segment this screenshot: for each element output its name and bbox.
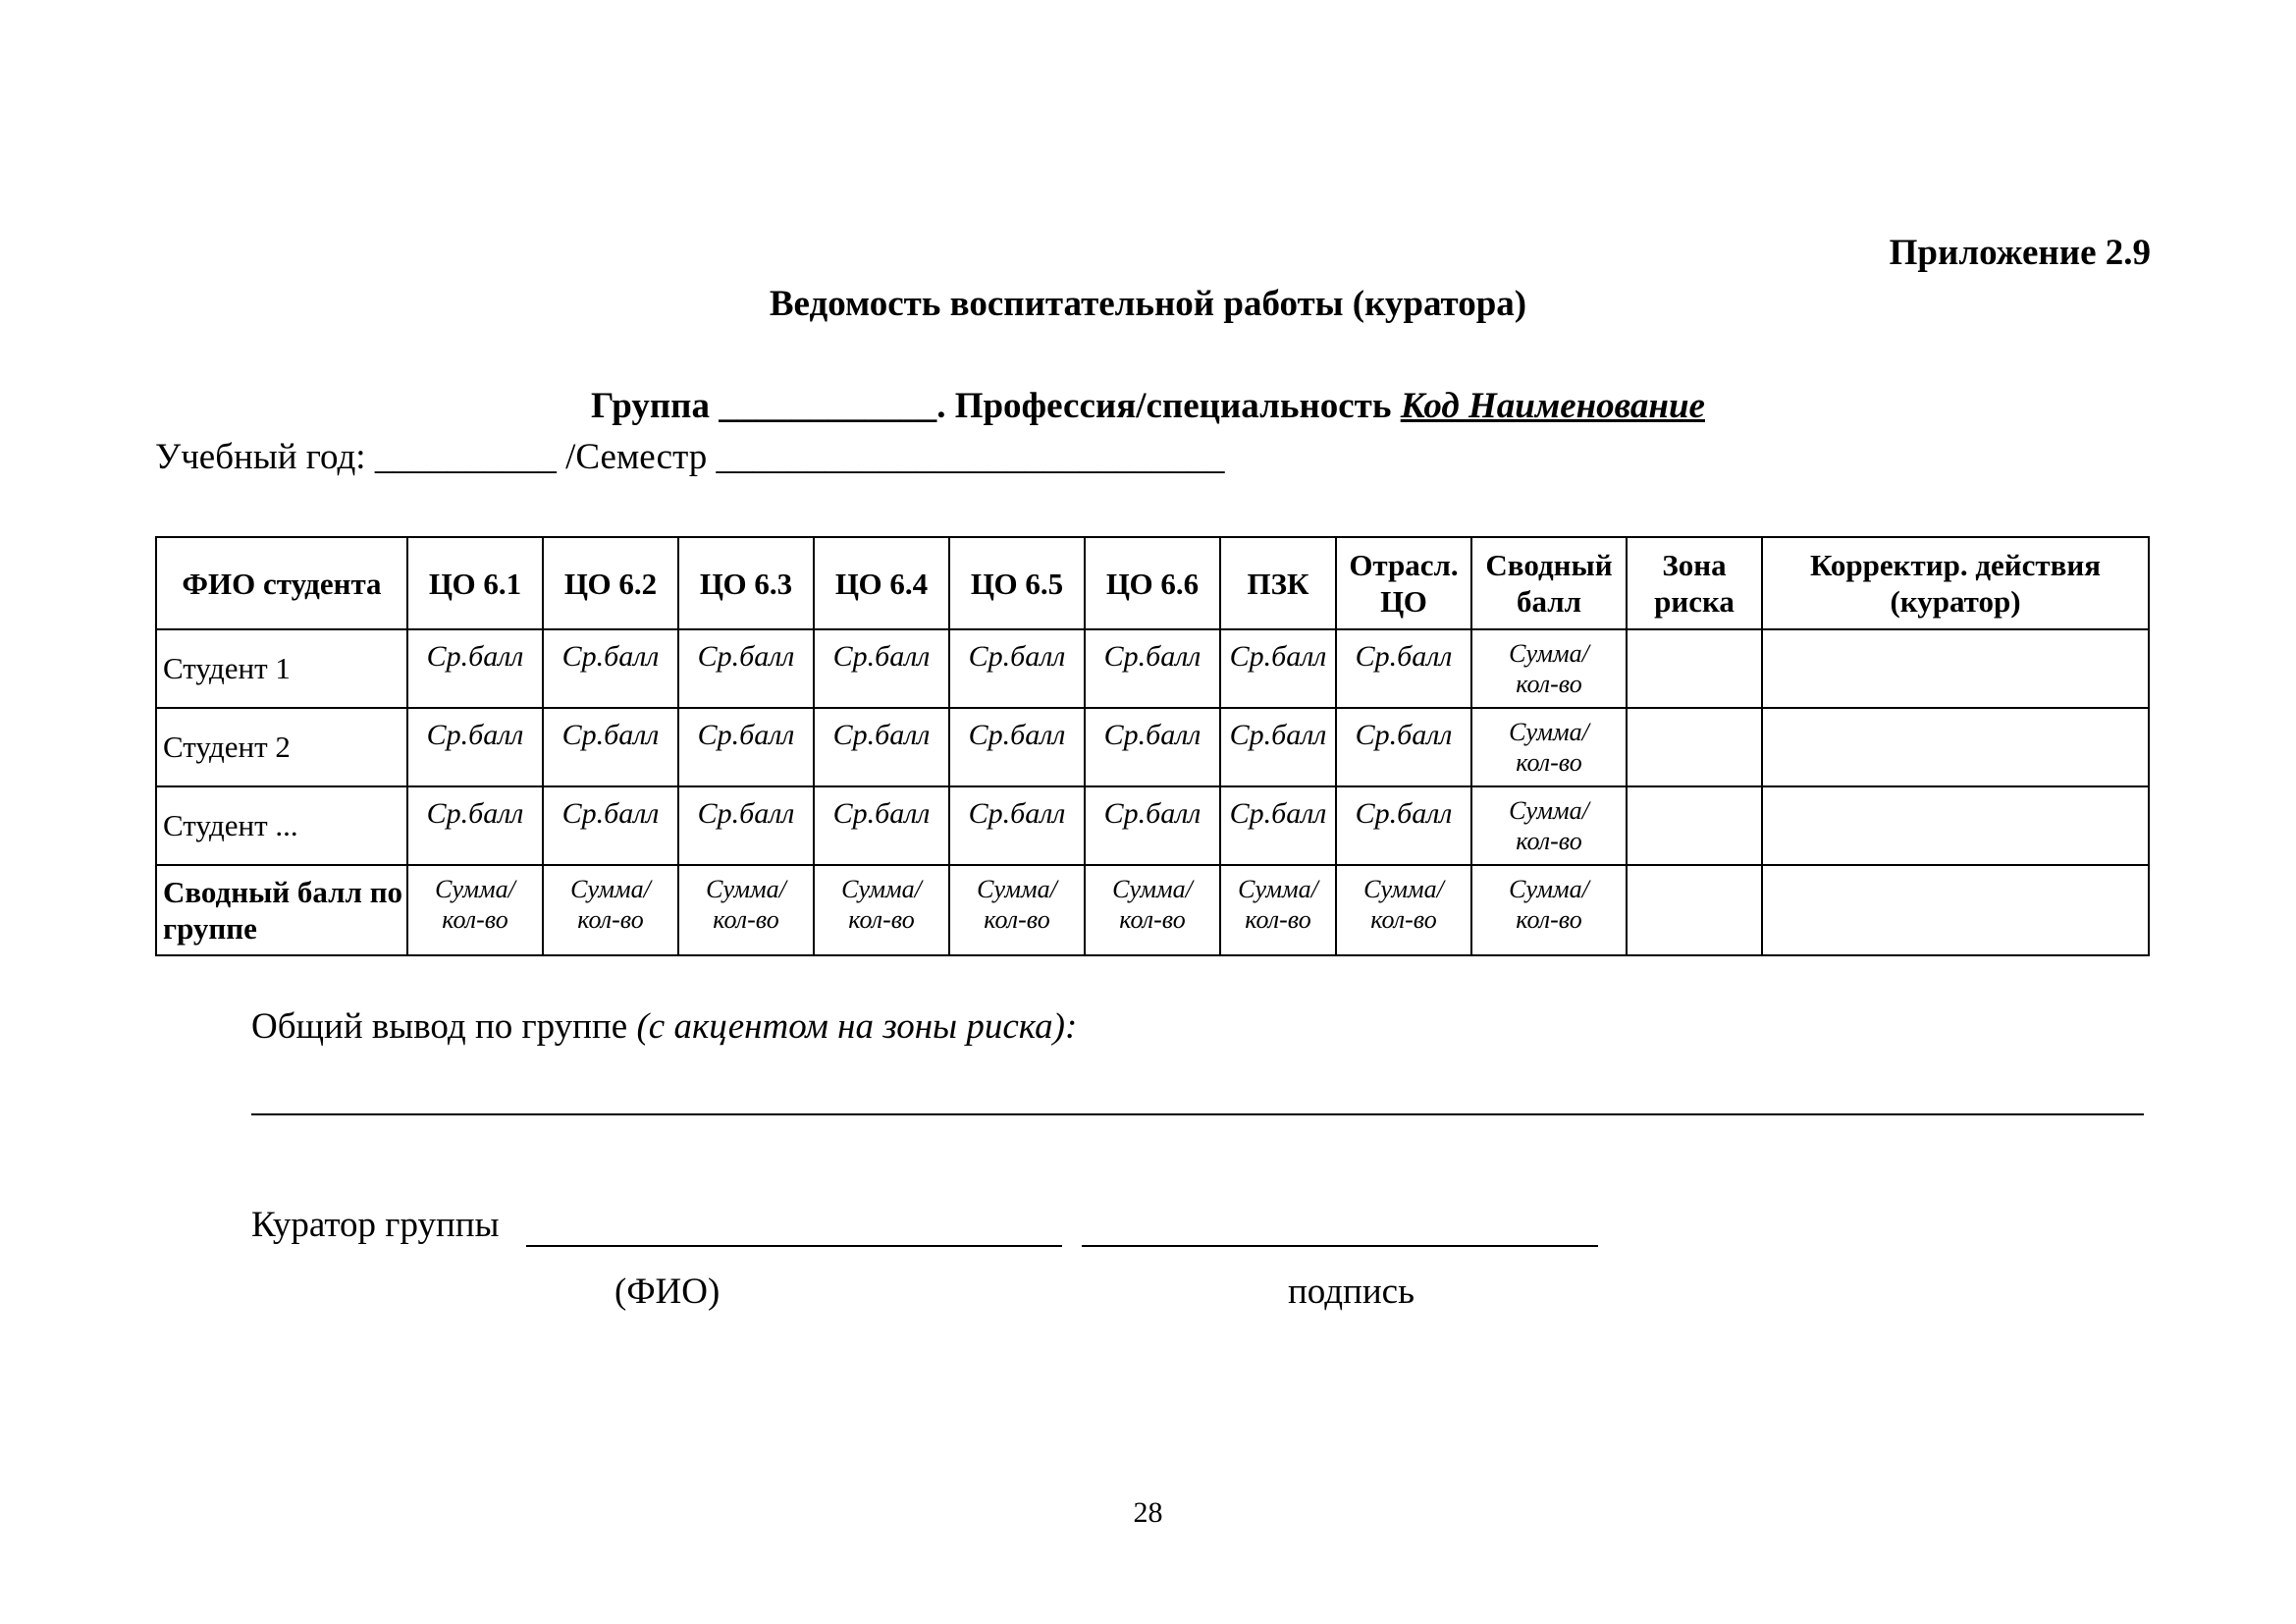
- score-cell[interactable]: Ср.балл: [678, 708, 814, 786]
- score-cell[interactable]: Ср.балл: [1085, 786, 1220, 865]
- column-header: Отрасл. ЦО: [1336, 537, 1471, 629]
- sum-numerator: Сумма/: [1112, 875, 1193, 903]
- column-header: ПЗК: [1220, 537, 1336, 629]
- score-cell[interactable]: Ср.балл: [1085, 629, 1220, 708]
- corrective-actions-cell[interactable]: [1762, 865, 2149, 955]
- specialty-label: Профессия/специальность: [954, 386, 1392, 426]
- score-cell[interactable]: Ср.балл: [1336, 708, 1471, 786]
- sum-denominator: кол-во: [1516, 748, 1582, 777]
- summary-sum-cell[interactable]: [1085, 865, 1220, 955]
- group-line: [0, 385, 2296, 427]
- summary-sum-cell[interactable]: [543, 865, 678, 955]
- sum-denominator: кол-во: [1516, 827, 1582, 855]
- score-cell[interactable]: Ср.балл: [543, 786, 678, 865]
- sum-numerator: Сумма/: [977, 875, 1057, 903]
- column-header: ФИО студента: [156, 537, 407, 629]
- score-cell[interactable]: Ср.балл: [1085, 708, 1220, 786]
- sum-numerator: Сумма/: [435, 875, 515, 903]
- sum-numerator: Сумма/: [1509, 718, 1589, 746]
- sum-numerator: Сумма/: [1509, 796, 1589, 825]
- semester-label: /Семестр: [565, 437, 708, 477]
- fio-caption: (ФИО): [614, 1272, 721, 1312]
- score-cell[interactable]: Ср.балл: [1336, 786, 1471, 865]
- year-blank[interactable]: __________: [374, 437, 557, 477]
- score-cell[interactable]: Ср.балл: [543, 708, 678, 786]
- column-header: Зона риска: [1627, 537, 1762, 629]
- corrective-actions-cell[interactable]: [1762, 629, 2149, 708]
- sum-denominator: кол-во: [577, 905, 644, 934]
- score-cell[interactable]: Ср.балл: [407, 629, 543, 708]
- sum-numerator: Сумма/: [1363, 875, 1444, 903]
- table-body: [156, 629, 2149, 955]
- sum-numerator: Сумма/: [1238, 875, 1318, 903]
- score-cell[interactable]: Ср.балл: [543, 629, 678, 708]
- sum-numerator: Сумма/: [841, 875, 922, 903]
- score-cell[interactable]: Ср.балл: [814, 786, 949, 865]
- score-cell[interactable]: Ср.балл: [678, 629, 814, 708]
- column-header: ЦО 6.6: [1085, 537, 1220, 629]
- curator-signature-line[interactable]: [1082, 1245, 1598, 1247]
- curator-report-table: [155, 536, 2150, 956]
- sum-denominator: кол-во: [442, 905, 508, 934]
- student-name-cell: Студент 2: [156, 708, 407, 786]
- group-conclusion: [251, 1005, 1077, 1048]
- table-row: [156, 708, 2149, 786]
- table-row: [156, 629, 2149, 708]
- sum-denominator: кол-во: [1516, 670, 1582, 698]
- score-cell[interactable]: Ср.балл: [814, 708, 949, 786]
- risk-zone-cell[interactable]: [1627, 865, 1762, 955]
- corrective-actions-cell[interactable]: [1762, 786, 2149, 865]
- column-header: Корректир. действия (куратор): [1762, 537, 2149, 629]
- sum-denominator: кол-во: [1245, 905, 1311, 934]
- column-header: ЦО 6.3: [678, 537, 814, 629]
- score-cell[interactable]: Ср.балл: [949, 786, 1085, 865]
- risk-zone-cell[interactable]: [1627, 708, 1762, 786]
- page-number: 28: [1133, 1496, 1163, 1529]
- sum-numerator: Сумма/: [1509, 639, 1589, 668]
- risk-zone-cell[interactable]: [1627, 786, 1762, 865]
- table-header-row: [156, 537, 2149, 629]
- score-cell[interactable]: Ср.балл: [1220, 708, 1336, 786]
- student-name-cell: Студент ...: [156, 786, 407, 865]
- sum-denominator: кол-во: [1119, 905, 1186, 934]
- score-cell[interactable]: Ср.балл: [678, 786, 814, 865]
- column-header: ЦО 6.4: [814, 537, 949, 629]
- total-score-cell[interactable]: [1471, 708, 1627, 786]
- document-title: Ведомость воспитательной работы (куратора): [769, 284, 1527, 324]
- summary-sum-cell[interactable]: [814, 865, 949, 955]
- appendix-label: Приложение 2.9: [1889, 233, 2151, 273]
- summary-sum-cell[interactable]: [1220, 865, 1336, 955]
- sum-denominator: кол-во: [1370, 905, 1437, 934]
- score-cell[interactable]: Ср.балл: [1220, 629, 1336, 708]
- table-row: [156, 786, 2149, 865]
- curator-label: Куратор группы: [251, 1205, 500, 1245]
- summary-sum-cell[interactable]: [678, 865, 814, 955]
- corrective-actions-cell[interactable]: [1762, 708, 2149, 786]
- score-cell[interactable]: Ср.балл: [407, 786, 543, 865]
- signature-caption: подпись: [1288, 1272, 1415, 1312]
- score-cell[interactable]: Ср.балл: [1220, 786, 1336, 865]
- total-score-cell[interactable]: [1471, 786, 1627, 865]
- summary-row: [156, 865, 2149, 955]
- summary-sum-cell[interactable]: [949, 865, 1085, 955]
- conclusion-label: Общий вывод по группе: [251, 1006, 637, 1047]
- sum-denominator: кол-во: [1516, 905, 1582, 934]
- total-score-cell[interactable]: [1471, 629, 1627, 708]
- summary-sum-cell[interactable]: [1471, 865, 1627, 955]
- score-cell[interactable]: Ср.балл: [407, 708, 543, 786]
- conclusion-input-line[interactable]: [251, 1113, 2144, 1115]
- sum-denominator: кол-во: [984, 905, 1050, 934]
- score-cell[interactable]: Ср.балл: [814, 629, 949, 708]
- academic-year-line: [155, 436, 1224, 478]
- conclusion-note: (с акцентом на зоны риска):: [636, 1006, 1078, 1047]
- curator-fio-line[interactable]: [526, 1245, 1062, 1247]
- column-header: ЦО 6.2: [543, 537, 678, 629]
- student-name-cell: Студент 1: [156, 629, 407, 708]
- group-label: Группа: [591, 386, 710, 426]
- summary-sum-cell[interactable]: [1336, 865, 1471, 955]
- sum-denominator: кол-во: [713, 905, 779, 934]
- group-blank[interactable]: ____________: [719, 386, 937, 426]
- score-cell[interactable]: Ср.балл: [1336, 629, 1471, 708]
- sum-numerator: Сумма/: [570, 875, 651, 903]
- column-header: ЦО 6.1: [407, 537, 543, 629]
- score-cell[interactable]: Ср.балл: [949, 629, 1085, 708]
- sum-numerator: Сумма/: [706, 875, 786, 903]
- sum-numerator: Сумма/: [1509, 875, 1589, 903]
- semester-blank[interactable]: ____________________________: [716, 437, 1225, 477]
- specialty-value: Код Наименование: [1400, 386, 1705, 426]
- score-cell[interactable]: Ср.балл: [949, 708, 1085, 786]
- risk-zone-cell[interactable]: [1627, 629, 1762, 708]
- year-label: Учебный год:: [155, 437, 366, 477]
- column-header: ЦО 6.5: [949, 537, 1085, 629]
- column-header: Сводный балл: [1471, 537, 1627, 629]
- group-separator: .: [936, 386, 955, 426]
- summary-label-cell: Сводный балл по группе: [156, 865, 407, 955]
- sum-denominator: кол-во: [848, 905, 915, 934]
- summary-sum-cell[interactable]: [407, 865, 543, 955]
